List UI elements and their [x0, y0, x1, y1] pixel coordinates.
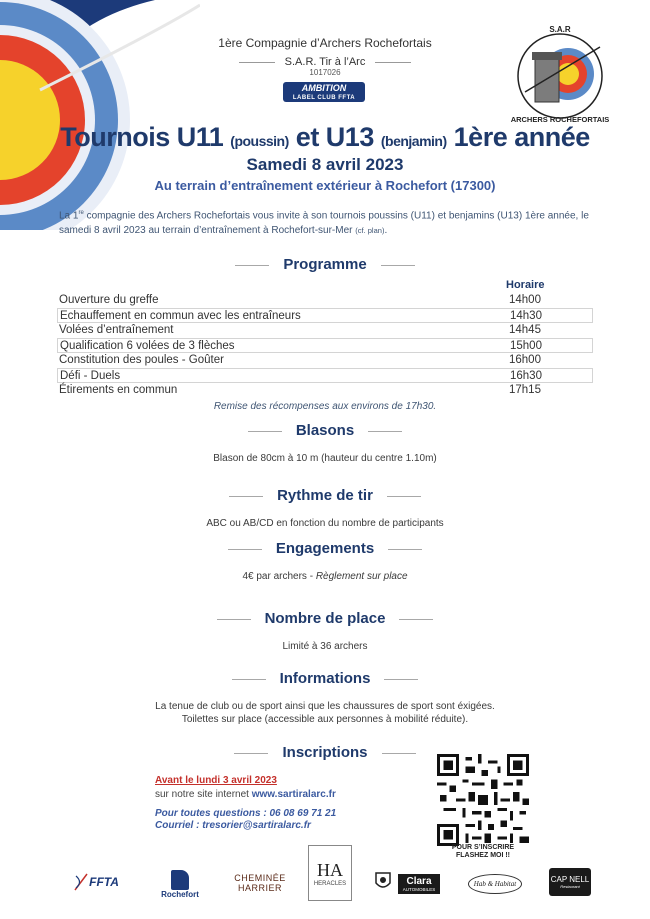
- inscription-site: [155, 789, 336, 800]
- qr-caption: [431, 844, 535, 860]
- programme-row: [57, 308, 593, 323]
- rythme-text: ABC ou AB/CD en fonction du nombre de participants: [206, 518, 444, 529]
- activity: Volées d’entraînement: [59, 324, 174, 336]
- blasons-text: Blason de 80cm à 10 m (hauteur du centre 1.10m): [213, 453, 437, 464]
- places-text: Limité à 36 archers: [282, 641, 368, 652]
- programme-row: [57, 293, 593, 308]
- divider: [384, 679, 418, 680]
- clara-text: Clara: [406, 876, 432, 887]
- divider: [382, 753, 416, 754]
- site-prefix: sur notre site internet: [155, 789, 252, 800]
- programme-row: [57, 383, 593, 398]
- engagements-text: [0, 571, 650, 582]
- logo-top-text: S.A.R: [549, 25, 571, 34]
- intro-sup: re: [78, 210, 84, 216]
- cheminee-text-1: CHEMINÉE: [234, 873, 286, 883]
- cap-nell-text: CAP NELL: [550, 875, 590, 884]
- divider: [235, 265, 269, 266]
- ffta-text: FFTA: [89, 875, 119, 889]
- engagements-reglement: Règlement sur place: [315, 571, 408, 582]
- clara-sub: AUTOMOBILES: [402, 887, 436, 892]
- rochefort-text: Rochefort: [161, 889, 199, 899]
- engagements-price: 4€ par archers -: [242, 571, 316, 582]
- engagements-heading-text: Engagements: [275, 540, 375, 557]
- cheminee-harrier-logo: [228, 870, 292, 896]
- time: 16h00: [509, 354, 541, 366]
- places-heading-text: Nombre de place: [264, 610, 386, 627]
- event-title: [0, 122, 650, 153]
- divider: [248, 431, 282, 432]
- peugeot-lion-icon: [374, 871, 392, 891]
- activity: Qualification 6 volées de 3 flèches: [60, 340, 235, 352]
- informations-line2: Toilettes sur place (accessible aux personnes à mobilité réduite).: [181, 714, 469, 725]
- title-u11: Tournois U11: [60, 122, 224, 152]
- event-location: Au terrain d’entraînement extérieur à Rochefort (17300): [154, 178, 496, 193]
- time: 14h45: [509, 324, 541, 336]
- clara-automobiles-logo: [398, 874, 440, 894]
- heracles-mark: HA: [317, 859, 343, 880]
- places-heading: [0, 610, 650, 627]
- hab-text: Hab & Habitat: [473, 880, 517, 888]
- informations-heading: [0, 670, 650, 687]
- title-poussin: (poussin): [230, 133, 289, 149]
- site-link[interactable]: www.sartiralarc.fr: [251, 789, 336, 800]
- activity: Ouverture du greffe: [59, 294, 159, 306]
- intro-end: .: [384, 225, 388, 237]
- heracles-text: HERACLES: [313, 880, 347, 887]
- rythme-heading: [0, 487, 650, 504]
- club-logo: [505, 22, 615, 126]
- divider: [399, 619, 433, 620]
- heracles-logo: [308, 845, 352, 901]
- cheminee-text-2: HARRIER: [237, 883, 282, 893]
- ffta-logo: [60, 870, 132, 894]
- divider: [232, 679, 266, 680]
- activity: Constitution des poules - Goûter: [59, 354, 224, 366]
- qr-caption-line1: POUR S’INSCRIRE: [451, 844, 515, 851]
- programme-heading: [0, 256, 650, 273]
- time: 15h00: [510, 340, 542, 352]
- divider: [387, 496, 421, 497]
- organization-name: 1ère Compagnie d’Archers Rochefortais: [218, 36, 432, 50]
- intro-text-b: compagnie des Archers Rochefortais vous invite à son tournois poussins (U11) et benjamins (U13) 1ère année, le samedi 8 avril 2023 au terrain d’entraînement à Rochefort-sur-Mer: [59, 210, 589, 237]
- activity: Echauffement en commun avec les entraîneurs: [60, 310, 301, 322]
- cap-nell-logo: [549, 868, 591, 896]
- title-year: 1ère année: [453, 122, 590, 152]
- programme-row: [57, 353, 593, 368]
- archery-target-decoration: [0, 0, 200, 230]
- divider: [375, 62, 411, 63]
- title-benjamin: (benjamin): [380, 133, 447, 149]
- time: 14h00: [509, 294, 541, 306]
- horaire-header: Horaire: [506, 279, 545, 291]
- programme-row: [57, 368, 593, 383]
- inscriptions-heading: [0, 744, 650, 761]
- rythme-heading-text: Rythme de tir: [277, 487, 373, 504]
- ffta-arrow-icon: [73, 872, 89, 892]
- activity: Étirements en commun: [59, 384, 178, 396]
- club-id: 1017026: [309, 68, 341, 77]
- intro-paragraph: [59, 206, 604, 238]
- programme-row: [57, 323, 593, 338]
- divider: [239, 62, 275, 63]
- divider: [388, 549, 422, 550]
- blasons-heading-text: Blasons: [295, 422, 355, 439]
- rochefort-logo: [158, 866, 202, 902]
- programme-row: [57, 338, 593, 353]
- inscriptions-heading-text: Inscriptions: [282, 744, 368, 761]
- blasons-heading: [0, 422, 650, 439]
- ambition-label-sub: LABEL CLUB FFTA: [292, 95, 356, 101]
- inscription-deadline: Avant le lundi 3 avril 2023: [155, 775, 277, 786]
- remise-note: Remise des récompenses aux environs de 17h30.: [213, 401, 437, 412]
- informations-heading-text: Informations: [279, 670, 371, 687]
- activity: Défi - Duels: [60, 370, 121, 382]
- engagements-heading: [0, 540, 650, 557]
- title-u13: et U13: [295, 122, 374, 152]
- intro-cf: (cf. plan): [355, 226, 385, 236]
- cap-nell-sub: Restaurant: [560, 884, 580, 889]
- informations-line1: La tenue de club ou de sport ainsi que les chaussures de sport sont éxigées.: [155, 701, 495, 712]
- divider: [217, 619, 251, 620]
- ambition-label-logo: [283, 82, 365, 102]
- qr-caption-line2: FLASHEZ MOI !!: [455, 852, 511, 859]
- hab-habitat-logo: [468, 874, 522, 894]
- time: 16h30: [510, 370, 542, 382]
- intro-text-a: La 1: [59, 210, 79, 222]
- divider: [228, 549, 262, 550]
- divider: [368, 431, 402, 432]
- time: 17h15: [509, 384, 541, 396]
- event-date: Samedi 8 avril 2023: [246, 155, 404, 174]
- club-name-text: S.A.R. Tir à l’Arc: [284, 56, 366, 68]
- contact-email[interactable]: Courriel : tresorier@sartiralarc.fr: [155, 820, 311, 831]
- qr-code-icon[interactable]: [437, 754, 529, 846]
- contact-phone: Pour toutes questions : 06 08 69 71 21: [155, 808, 337, 819]
- time: 14h30: [510, 310, 542, 322]
- divider: [234, 753, 268, 754]
- logo-bottom-text: ARCHERS ROCHEFORTAIS: [510, 115, 610, 124]
- ambition-label-text: AMBITION: [301, 83, 347, 93]
- rochefort-mark-icon: [171, 870, 189, 890]
- divider: [229, 496, 263, 497]
- divider: [381, 265, 415, 266]
- programme-heading-text: Programme: [283, 256, 367, 273]
